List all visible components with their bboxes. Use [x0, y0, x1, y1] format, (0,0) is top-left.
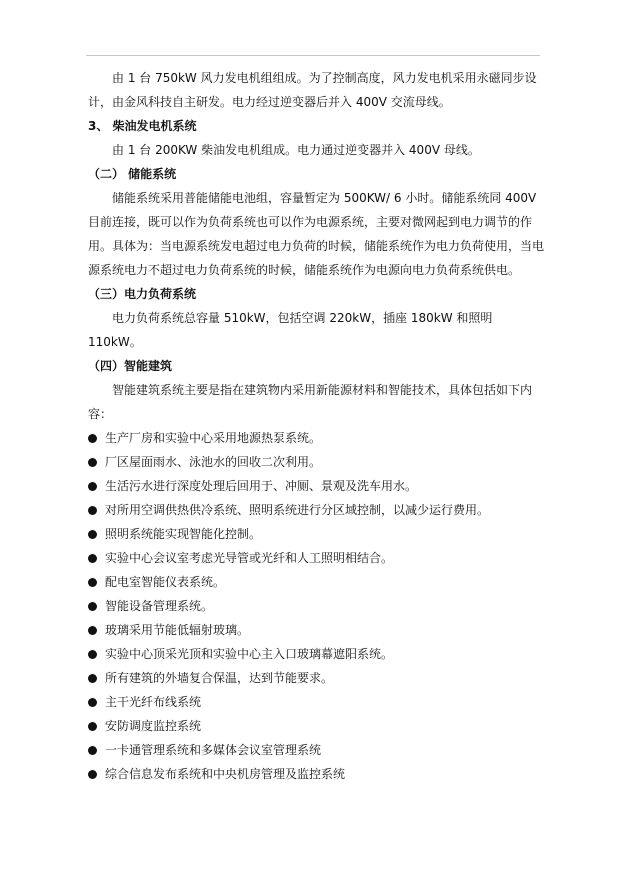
diesel-generator-paragraph: 由 1 台 200KW 柴油发电机组成。电力通过逆变器并入 400V 母线。: [112, 143, 480, 157]
list-item: 一卡通管理系统和多媒体会议室管理系统: [88, 738, 546, 762]
power-load-paragraph: 电力负荷系统总容量 510kW，包括空调 220kW，插座 180kW 和照明 110kW。: [88, 311, 493, 349]
energy-storage-heading: （二） 储能系统: [88, 167, 177, 181]
bullet-icon: [88, 674, 97, 683]
bullet-icon: [88, 746, 97, 755]
wind-power-paragraph: 由 1 台 750kW 风力发电机组组成。为了控制高度，风力发电机采用永磁同步设计，由金风科技自主研发。电力经过逆变器后并入 400V 交流母线。: [88, 71, 537, 109]
smart-building-paragraph: 智能建筑系统主要是指在建筑物内采用新能源材料和智能技术，具体包括如下内容：: [88, 383, 533, 421]
bullet-icon: [88, 722, 97, 731]
smart-building-list: [88, 426, 546, 786]
bullet-icon: [88, 650, 97, 659]
list-item: 主干光纤布线系统: [88, 690, 546, 714]
list-item: 综合信息发布系统和中央机房管理及监控系统: [88, 762, 546, 786]
bullet-icon: [88, 530, 97, 539]
list-item: 厂区屋面雨水、泳池水的回收二次利用。: [88, 450, 546, 474]
bullet-icon: [88, 458, 97, 467]
power-load-heading: （三）电力负荷系统: [88, 287, 197, 301]
list-item: 实验中心会议室考虑光导管或光纤和人工照明相结合。: [88, 546, 546, 570]
list-item: 实验中心顶采光顶和实验中心主入口玻璃幕遮阳系统。: [88, 642, 546, 666]
bullet-icon: [88, 506, 97, 515]
bullet-icon: [88, 482, 97, 491]
smart-building-heading: （四）智能建筑: [88, 359, 173, 373]
list-item: 安防调度监控系统: [88, 714, 546, 738]
list-item: 智能设备管理系统。: [88, 594, 546, 618]
list-item: 照明系统能实现智能化控制。: [88, 522, 546, 546]
bullet-icon: [88, 578, 97, 587]
document-body: [88, 66, 546, 786]
bullet-icon: [88, 602, 97, 611]
diesel-generator-heading: 3、 柴油发电机系统: [88, 119, 197, 133]
energy-storage-paragraph: 储能系统采用普能储能电池组，容量暂定为 500KW/ 6 小时。储能系统同 400V 目前连接，既可以作为负荷系统也可以作为电源系统，主要对微网起到电力调节的作用。具体为：当电源系统发电超过电力负荷的时候，储能系统作为电力负荷使用，当电源系统电力不超过电力负荷系统的时候，储能系统作为电源向电力负荷系统供电。: [88, 191, 545, 277]
bullet-icon: [88, 554, 97, 563]
bullet-icon: [88, 770, 97, 779]
list-item: 玻璃采用节能低辐射玻璃。: [88, 618, 546, 642]
list-item: 所有建筑的外墙复合保温，达到节能要求。: [88, 666, 546, 690]
bullet-icon: [88, 434, 97, 443]
bullet-icon: [88, 698, 97, 707]
list-item: 生活污水进行深度处理后回用于、冲厕、景观及洗车用水。: [88, 474, 546, 498]
list-item: 配电室智能仪表系统。: [88, 570, 546, 594]
list-item: 对所用空调供热供冷系统、照明系统进行分区域控制，以减少运行费用。: [88, 498, 546, 522]
header-rule: [86, 55, 540, 56]
list-item: 生产厂房和实验中心采用地源热泵系统。: [88, 426, 546, 450]
bullet-icon: [88, 626, 97, 635]
